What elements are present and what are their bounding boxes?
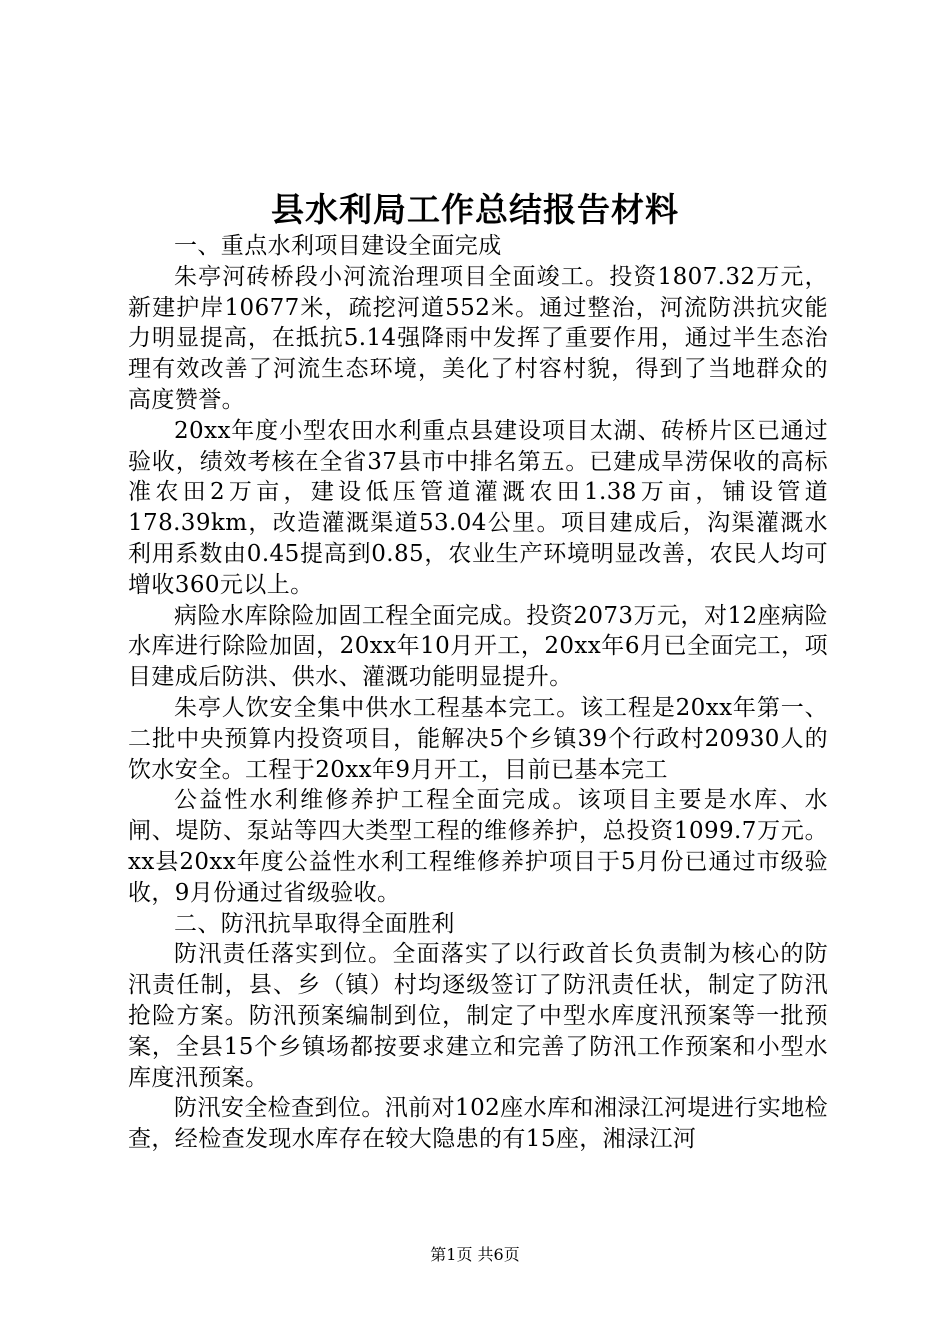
body-paragraph: 防汛责任落实到位。全面落实了以行政首长负责制为核心的防汛责任制，县、乡（镇）村均逐级签订了防汛责任状，制定了防汛抢险方案。防汛预案编制到位，制定了中型水库度汛预案等一批预案，全县15个乡镇场都按要求建立和完善了防汛工作预案和小型水库度汛预案。 [128,941,828,1091]
body-paragraph: 朱亭人饮安全集中供水工程基本完工。该工程是20xx年第一、二批中央预算内投资项目，能解决5个乡镇39个行政村20930人的饮水安全。工程于20xx年9月开工，目前已基本完工 [128,694,828,783]
body-paragraph: 防汛安全检查到位。汛前对102座水库和湘渌江河堤进行实地检查，经检查发现水库存在较大隐患的有15座，湘渌江河 [128,1095,828,1153]
body-paragraph: 朱亭河砖桥段小河流治理项目全面竣工。投资1807.32万元，新建护岸10677米，疏挖河道552米。通过整治，河流防洪抗灾能力明显提高，在抵抗5.14强降雨中发挥了重要作用，通过半生态治理有效改善了河流生态环境，美化了村容村貌，得到了当地群众的高度赞誉。 [128,263,828,413]
page-number: 第1页 共6页 [430,1245,520,1264]
body-paragraph: 公益性水利维修养护工程全面完成。该项目主要是水库、水闸、堤防、泵站等四大类型工程的维修养护，总投资1099.7万元。xx县20xx年度公益性水利工程维修养护项目于5月份已通过市级验收，9月份通过省级验收。 [128,787,828,906]
body-paragraph: 病险水库除险加固工程全面完成。投资2073万元，对12座病险水库进行除险加固，20xx年10月开工，20xx年6月已全面完工，项目建成后防洪、供水、灌溉功能明显提升。 [128,602,828,691]
document-title: 县水利局工作总结报告材料 [271,190,679,229]
section-heading: 一、重点水利项目建设全面完成 [174,233,502,259]
section-heading: 二、防汛抗旱取得全面胜利 [174,910,455,937]
body-paragraph: 20xx年度小型农田水利重点县建设项目太湖、砖桥片区已通过验收，绩效考核在全省37县市中排名第五。已建成旱涝保收的高标准农田2万亩，建设低压管道灌溉农田1.38万亩，铺设管道178.39km，改造灌溉渠道53.04公里。项目建成后，沟渠灌溉水利用系数由0.45提高到0.85，农业生产环境明显改善，农民人均可增收360元以上。 [128,417,828,598]
document-body [128,231,828,1155]
